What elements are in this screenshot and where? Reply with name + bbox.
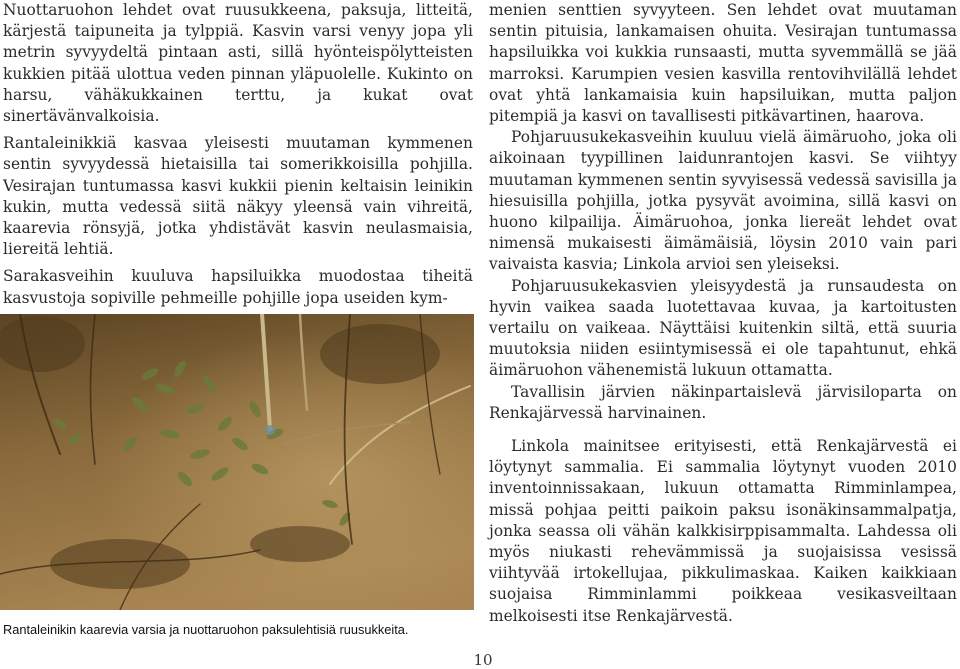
left-paragraph-1: Nuottaruohon lehdet ovat ruusukkeena, paksuja, litteitä, kärjestä taipuneita ja tylppiä. Kasvin varsi venyy jopa yli metrin syvyydeltä pintaan asti, sillä hyönteispölytteisten kukkien pitää ulottua veden pinnan yläpuolelle. Kukinto on harsu, vähäkukkainen terttu, ja kukat ovat sinertävänvalkoisia. [3,1,473,126]
right-paragraph-5: Linkola mainitsee erityisesti, että Renkajärvestä ei löytynyt sammalia. Ei sammalia löytynyt vuoden 2010 inventoinnissakaan, lukuun ottamatta Rimminlampea, missä pohjaa peitti paikoin paksu isonäkinsammalpatja, jonka seassa oli vähän kalkkisirppisammalta. Lahdessa oli myös niukasti rehevämmissä ja suojaisissa vesissä viihtyvää irtokellujaa, pikkulimaskaa. Kaiken kaikkiaan suojaisa Rimminlammi poikkeaa vesikasveiltaan melkoisesti itse Renkajärvestä. [489,437,957,625]
right-paragraph-2: Pohjaruusukekasveihin kuuluu vielä äimäruoho, joka oli aikoinaan tyypillinen laidunrantojen kasvi. Se viihtyy muutaman kymmenen sentin syvyisessä vedessä savisilla ja hiesuisilla pohjilla, jotka pysyvät avoimina, sillä kasvi on huono kilpailija. Äimäruohoa, jonka liereät lehdet ovat nimensä mukaisesti äimämäisiä, löysin 2010 vain pari vaivaista kasvia; Linkola arvioi sen yleiseksi. [489,128,957,274]
photo-caption: Rantaleinikin kaarevia varsia ja nuottaruohon paksulehtisiä ruusukkeita. [3,622,409,637]
left-paragraph-2: Rantaleinikkiä kasvaa yleisesti muutaman kymmenen sentin syvyydessä hietaisilla tai somerikkoisilla pohjilla. Vesirajan tuntumassa kasvi kukkii pienin keltaisin leinikin kukin, mutta vedessä siitä näkyy yleensä vain vihreitä, kaarevia rönsyjä, jotka yhdistävät kasvin neulasmaisia, liereitä lehtiä. [3,134,473,259]
right-paragraph-4: Tavallisin järvien näkinpartaislevä järvisiloparta on Renkajärvessä harvinainen. [489,382,957,422]
right-column [489,0,957,627]
page-number: 10 [473,651,493,669]
left-column [3,0,473,315]
right-paragraph-3: Pohjaruusukekasvien yleisyydestä ja runsaudesta on hyvin vaikea saada luotettavaa kuvaa, ja kartoitusten vertailu on vaikeaa. Näyttäisi kuitenkin siltä, että suuria muutoksia niiden esiintymisessä ei ole tapahtunut, ehkä äimäruohon vähenemistä lukuun ottamatta. [489,276,957,380]
underwater-plants-photo [0,314,474,610]
left-paragraph-3: Sarakasveihin kuuluva hapsiluikka muodostaa tiheitä kasvustoja sopiville pehmeille pohjille jopa useiden kym- [3,267,473,307]
right-paragraph-1: menien senttien syvyyteen. Sen lehdet ovat muutaman sentin pituisia, lankamaisen ohuita. Vesirajan tuntumassa hapsiluikka voi kukkia runsaasti, mutta syvemmällä se jää marroksi. Karumpien vesien kasvilla rentovihvilällä lehdet ovat yhtä lankamaisia kuin hapsiluikan, mutta paljon pitempiä ja kasvi on tavallisesti pitkävartinen, haarova. [489,1,957,126]
